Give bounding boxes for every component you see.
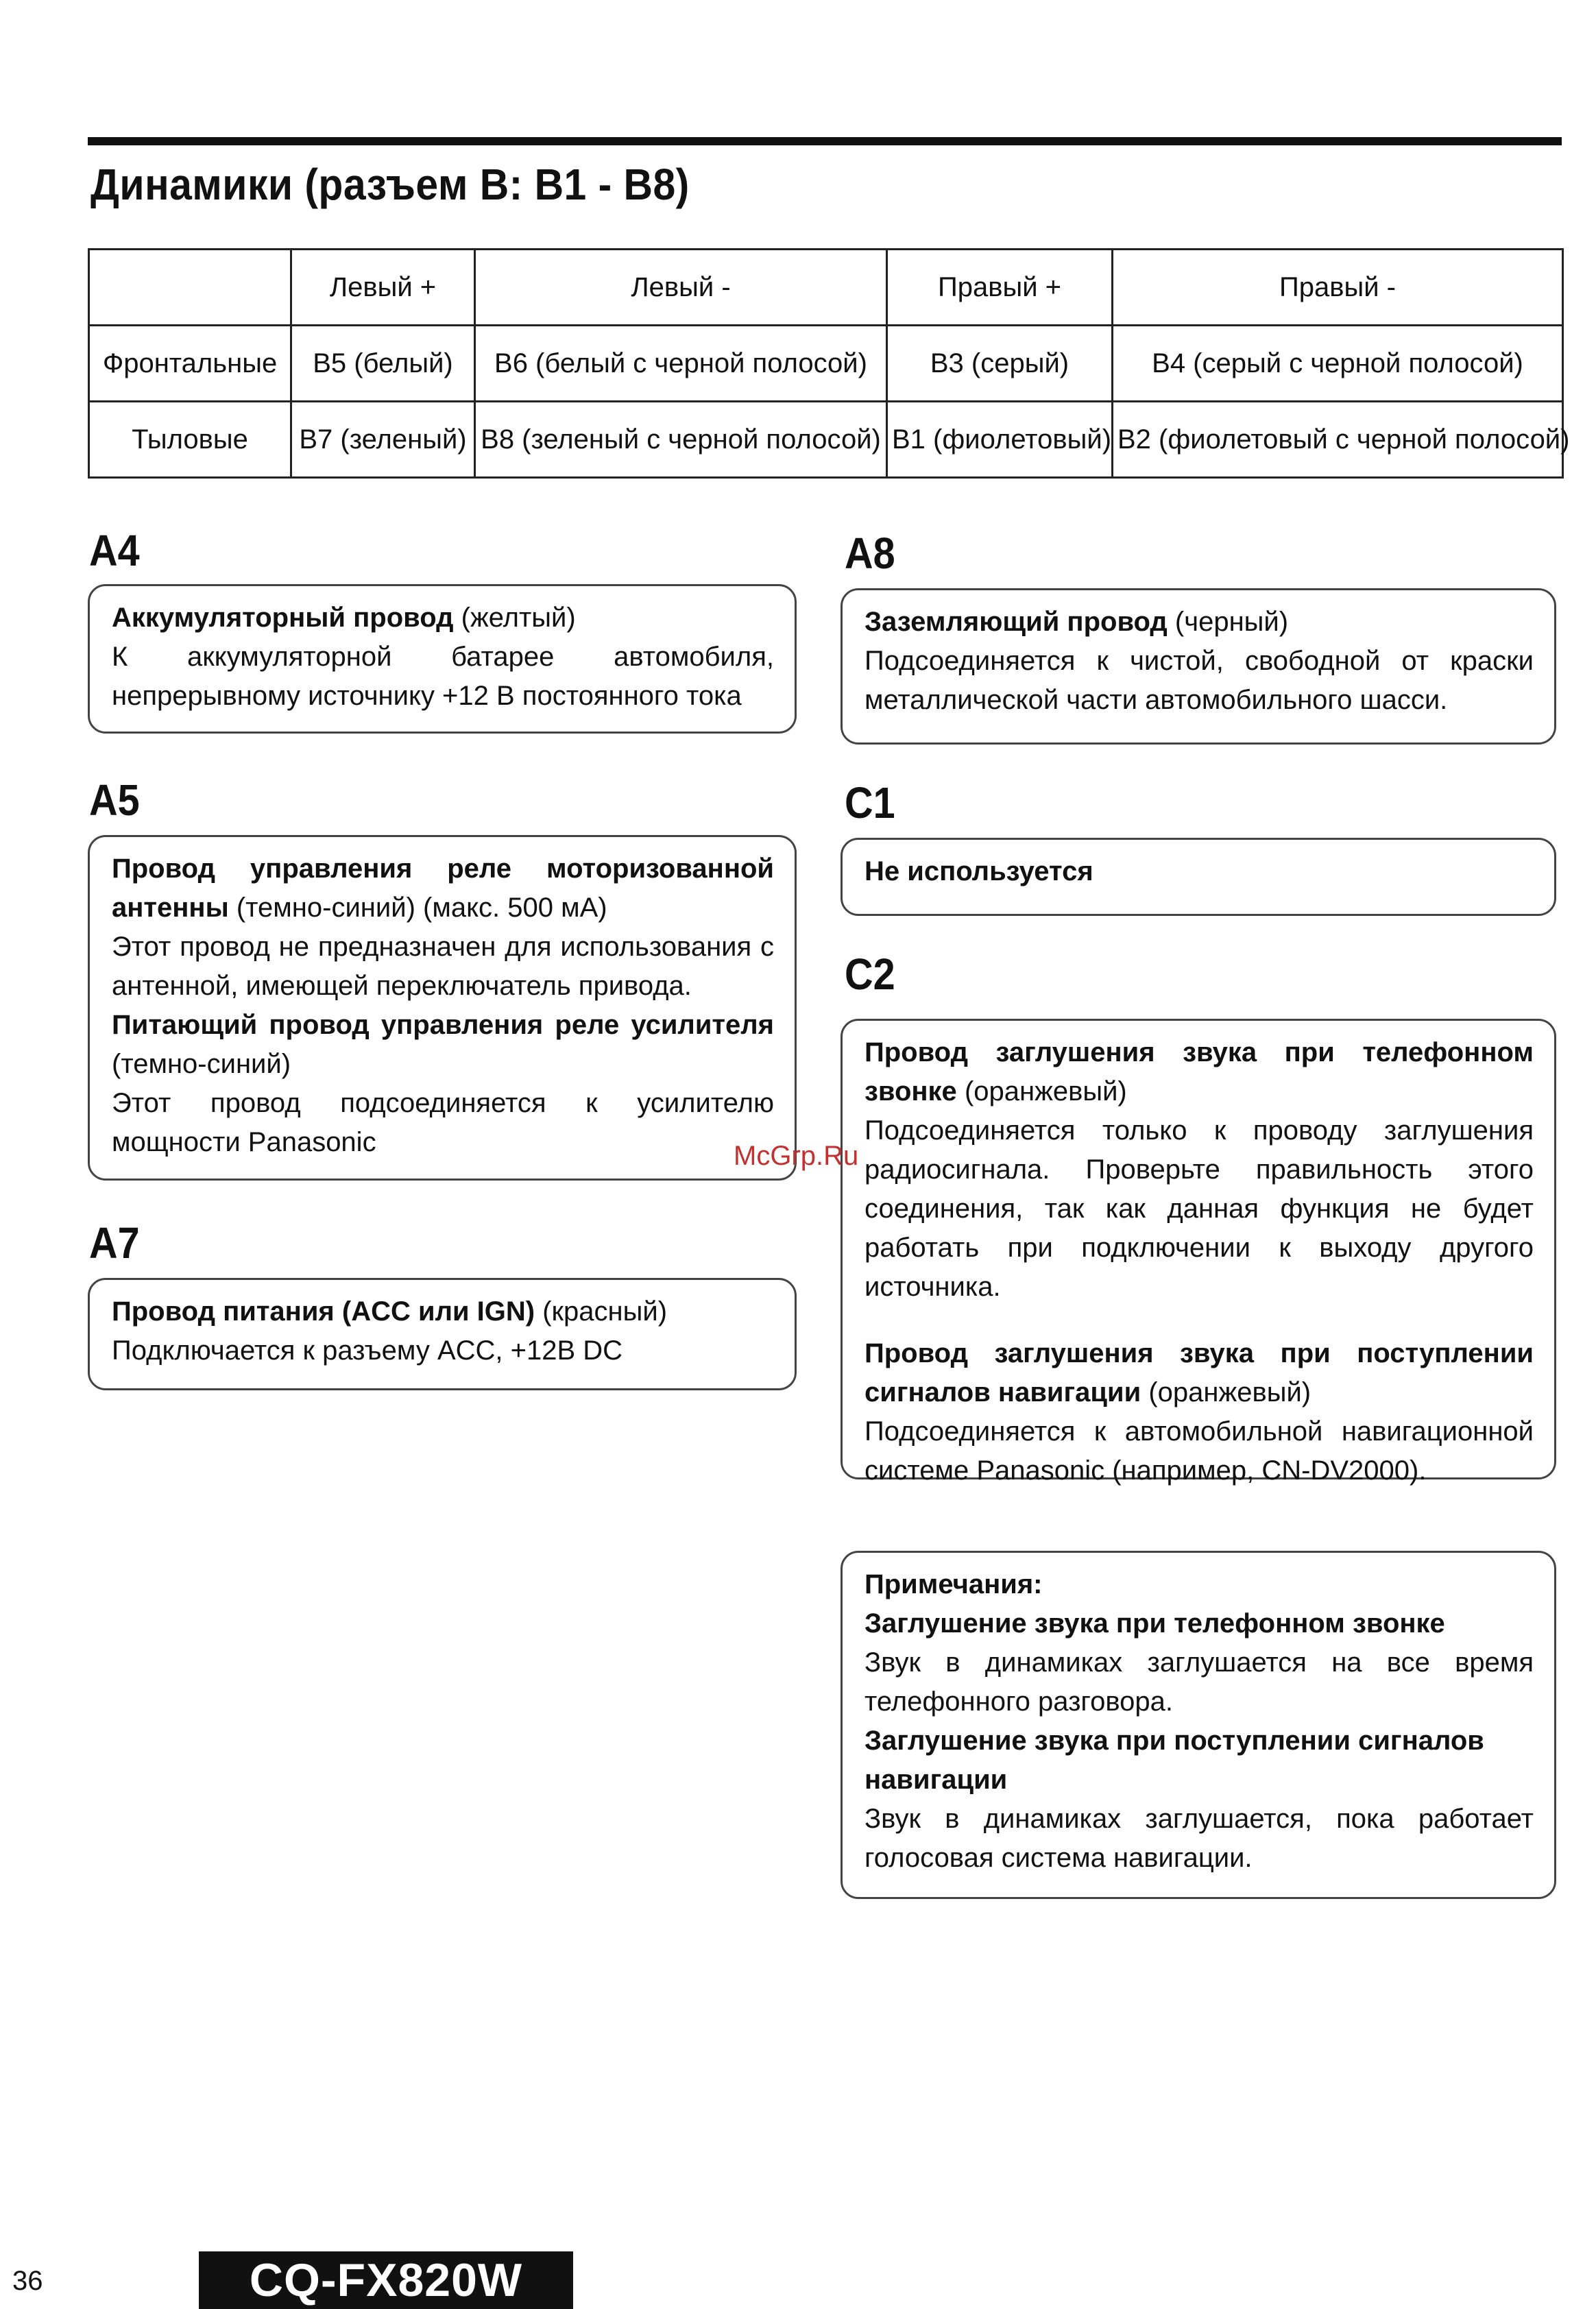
section-a4-label: A4 <box>89 526 140 575</box>
section-a7-label: A7 <box>89 1218 140 1268</box>
a8-heading-line <box>864 603 1534 642</box>
page-title: Динамики (разъем B: B1 - B8) <box>90 160 690 209</box>
table-row <box>89 402 1563 478</box>
watermark: McGrp.Ru <box>734 1141 859 1171</box>
a8-color: (черный) <box>1174 607 1289 637</box>
table-header-cell <box>89 250 291 326</box>
a7-heading-line <box>112 1292 774 1331</box>
c2-color-1: (оранжевый) <box>964 1076 1127 1107</box>
section-a7-box <box>88 1278 797 1390</box>
a7-color: (красный) <box>542 1296 668 1327</box>
table-cell: Тыловые <box>89 402 291 478</box>
c2-color-2: (оранжевый) <box>1148 1377 1311 1407</box>
table-header-row <box>89 250 1563 326</box>
a5-description-1: Этот провод не предназначен для использования с антенной, имеющей переключатель привода. <box>112 932 774 1001</box>
notes-text-1: Звук в динамиках заглушается на все время телефонного разговора. <box>864 1647 1534 1717</box>
a5-heading-line-1 <box>112 849 774 928</box>
section-a5-label: A5 <box>89 775 140 825</box>
table-header-cell: Левый - <box>475 250 887 326</box>
section-c1-label: C1 <box>845 778 895 827</box>
speaker-wiring-table <box>88 248 1570 479</box>
a8-description: Подсоединяется к чистой, свободной от краски металлической части автомобильного шасси. <box>864 646 1534 715</box>
notes-title-1: Заглушение звука при телефонном звонке <box>864 1608 1445 1639</box>
notes-heading: Примечания: <box>864 1569 1043 1599</box>
table-cell: B8 (зеленый с черной полосой) <box>475 402 887 478</box>
c2-description-1: Подсоединяется только к проводу заглушения радиосигнала. Проверьте правильность этого соединения, так как данная функция не будет работать при подключении к выходу другого источника. <box>864 1115 1534 1302</box>
table-cell: B5 (белый) <box>291 326 475 402</box>
section-a8-label: A8 <box>845 529 895 578</box>
top-rule <box>88 137 1562 145</box>
a5-note-1: (темно-синий) (макс. 500 мА) <box>236 893 607 923</box>
a7-description: Подключается к разъему ACC, +12B DC <box>112 1335 623 1366</box>
a5-heading-line-2 <box>112 1006 774 1084</box>
section-a8-box <box>841 588 1556 745</box>
table-cell: B3 (серый) <box>887 326 1113 402</box>
table-cell: Фронтальные <box>89 326 291 402</box>
c2-heading-line-1 <box>864 1033 1534 1111</box>
c2-title-1: Провод заглушения звука при телефонном звонке <box>864 1037 1534 1107</box>
table-cell: B2 (фиолетовый с черной полосой) <box>1113 402 1563 478</box>
table-cell: B7 (зеленый) <box>291 402 475 478</box>
a7-title: Провод питания (ACC или IGN) <box>112 1296 535 1327</box>
table-header-cell: Левый + <box>291 250 475 326</box>
a4-title: Аккумуляторный провод <box>112 603 454 633</box>
a5-description-2: Этот провод подсоединяется к усилителю мощности Panasonic <box>112 1088 774 1157</box>
a8-title: Заземляющий провод <box>864 607 1168 637</box>
section-c1-box <box>841 838 1556 916</box>
c2-description-2: Подсоединяется к автомобильной навигационной системе Panasonic (например, CN-DV2000). <box>864 1416 1534 1486</box>
notes-box <box>841 1551 1556 1899</box>
c2-title-2: Провод заглушения звука при поступлении сигналов навигации <box>864 1338 1534 1407</box>
table-cell: B4 (серый с черной полосой) <box>1113 326 1563 402</box>
section-c2-label: C2 <box>845 950 895 999</box>
model-badge: CQ-FX820W <box>199 2251 573 2309</box>
section-a4-box <box>88 584 797 734</box>
a4-color: (желтый) <box>461 603 576 633</box>
notes-title-2: Заглушение звука при поступлении сигналов навигации <box>864 1726 1484 1795</box>
a5-title-2: Питающий провод управления реле усилителя <box>112 1010 774 1040</box>
table-row <box>89 326 1563 402</box>
a4-heading-line <box>112 599 774 638</box>
section-a5-box <box>88 835 797 1181</box>
table-cell: B6 (белый с черной полосой) <box>475 326 887 402</box>
a5-note-2: (темно-синий) <box>112 1049 291 1079</box>
notes-text-2: Звук в динамиках заглушается, пока работает голосовая система навигации. <box>864 1804 1534 1873</box>
table-cell: B1 (фиолетовый) <box>887 402 1113 478</box>
c2-heading-line-2 <box>864 1334 1534 1412</box>
a5-title-1: Провод управления реле моторизованной антенны <box>112 854 774 923</box>
table-header-cell: Правый + <box>887 250 1113 326</box>
section-c2-box <box>841 1019 1556 1486</box>
page-number: 36 <box>12 2266 43 2296</box>
c1-title: Не используется <box>864 856 1093 886</box>
a4-description: К аккумуляторной батарее автомобиля, непрерывному источнику +12 В постоянного тока <box>112 642 774 711</box>
table-header-cell: Правый - <box>1113 250 1563 326</box>
